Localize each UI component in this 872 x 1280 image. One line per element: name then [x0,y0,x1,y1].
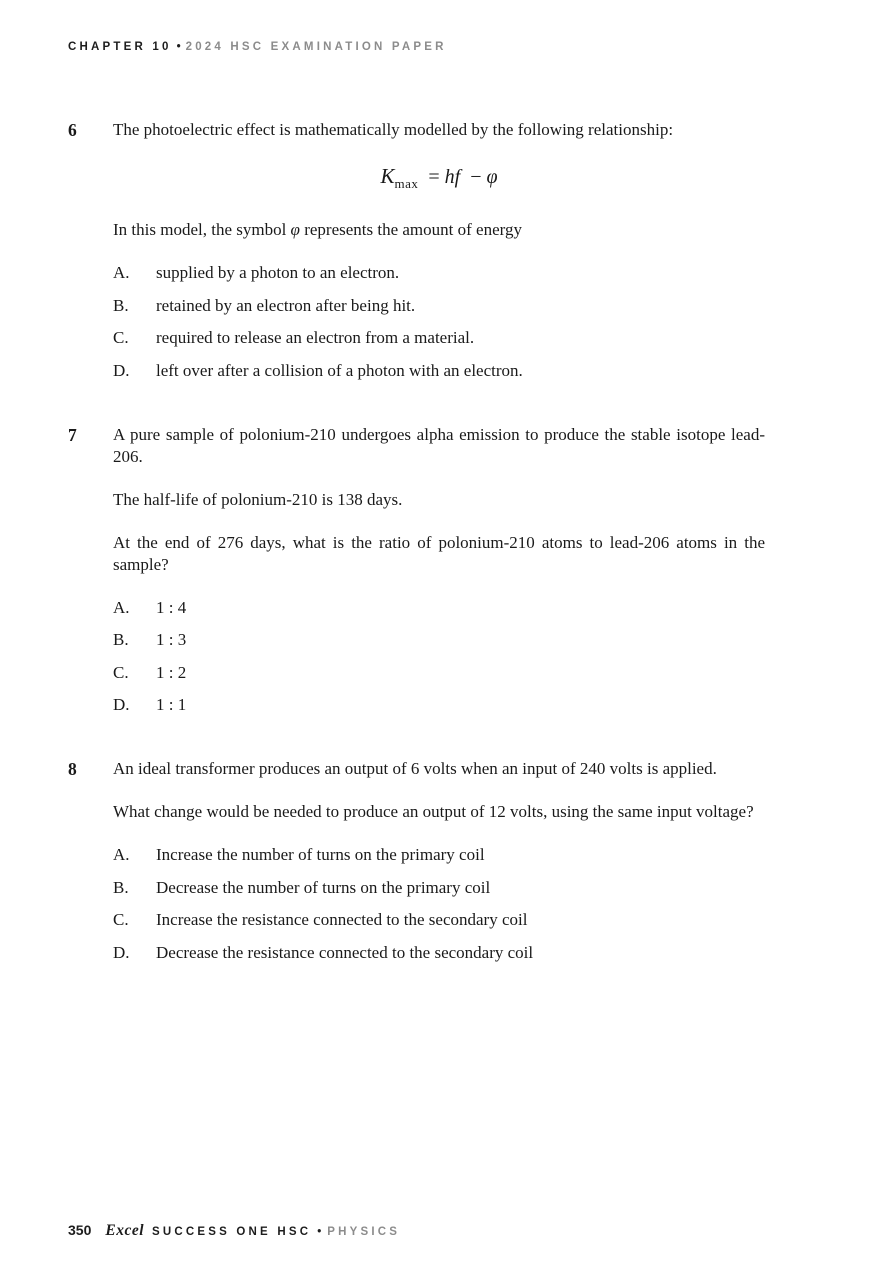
question-8-option-a [113,844,765,866]
formula-minus: − [470,166,482,188]
option-letter: D. [113,942,130,962]
question-6-body [113,119,765,382]
option-text: 1 : 2 [156,662,187,682]
question-7-option-d [113,694,765,716]
option-letter: A. [113,845,130,864]
option-letter: A. [113,263,130,282]
question-6-followup [113,219,765,241]
question-8-paragraph-2: What change would be needed to produce an output of 12 volts, using the same input voltage? [113,802,754,821]
question-6-intro: The photoelectric effect is mathematically modelled by the following relationship: [113,120,674,139]
question-7 [68,424,765,717]
option-text: retained by an electron after being hit. [156,295,416,315]
page-number: 350 [68,1222,92,1238]
phi-symbol: φ [290,220,300,239]
kmax-formula [113,162,765,198]
formula-lhs: K [380,164,395,188]
question-7-paragraph-2: The half-life of polonium-210 is 138 days. [113,489,403,509]
option-text: Decrease the resistance connected to the secondary coil [156,942,534,962]
subject-label: PHYSICS [327,1226,401,1238]
chapter-label: CHAPTER 10 [68,41,172,53]
question-6-option-a [113,262,765,284]
question-7-paragraph-1: A pure sample of polonium-210 undergoes alpha emission to produce the stable isotope lead-206. [113,424,765,466]
option-letter: C. [113,328,129,347]
header-bullet: • [176,41,181,53]
question-8-body [113,758,765,964]
option-letter: B. [113,630,129,649]
question-8-option-b [113,877,765,899]
option-text: Increase the resistance connected to the secondary coil [156,910,528,929]
option-letter: B. [113,295,129,315]
option-text: left over after a collision of a photon with an electron. [156,360,523,380]
formula-term: hf [444,166,461,188]
question-7-paragraph-3: At the end of 276 days, what is the ratio of polonium-210 atoms to lead-206 atoms in the sample? [113,532,765,574]
option-text: required to release an electron from a material. [156,328,475,347]
footer-bullet: • [317,1226,322,1238]
question-8-option-c [113,909,765,931]
option-text: supplied by a photon to an electron. [156,263,400,282]
question-8-option-d [113,942,765,964]
question-6-options [113,262,765,382]
brand-logo: Excel [105,1222,145,1239]
page-footer [68,1222,400,1240]
followup-text-post: represents the amount of energy [299,220,522,239]
question-6-option-b [113,295,765,317]
option-text: 1 : 4 [156,597,187,617]
formula-equals: = [428,166,440,188]
followup-text-pre: In this model, the symbol [113,220,291,239]
question-7-option-a [113,597,765,619]
option-text: 1 : 1 [156,695,187,714]
option-text: Decrease the number of turns on the primary coil [156,877,491,897]
page-header [68,41,447,53]
question-6-number: 6 [68,120,77,140]
question-6-option-d [113,360,765,382]
question-6 [68,119,765,382]
question-8-options [113,844,765,964]
option-letter: D. [113,360,130,380]
option-letter: C. [113,910,129,929]
formula-phi: φ [486,166,498,188]
header-title: 2024 HSC EXAMINATION PAPER [185,41,447,53]
option-letter: A. [113,597,130,617]
question-7-option-b [113,629,765,651]
question-8-paragraph-1: An ideal transformer produces an output of 6 volts when an input of 240 volts is applied. [113,759,717,778]
question-8-number: 8 [68,759,77,779]
option-letter: D. [113,695,130,714]
question-7-body [113,424,765,717]
question-7-options [113,597,765,717]
question-6-option-c [113,327,765,349]
question-7-option-c [113,662,765,684]
option-letter: B. [113,877,129,897]
question-7-number: 7 [68,424,77,445]
formula-subscript: max [394,176,419,191]
question-8 [68,758,765,964]
questions-area [68,119,765,1006]
series-title: SUCCESS ONE HSC [152,1226,312,1238]
option-text: Increase the number of turns on the primary coil [156,845,485,864]
option-text: 1 : 3 [156,630,187,649]
option-letter: C. [113,662,129,682]
